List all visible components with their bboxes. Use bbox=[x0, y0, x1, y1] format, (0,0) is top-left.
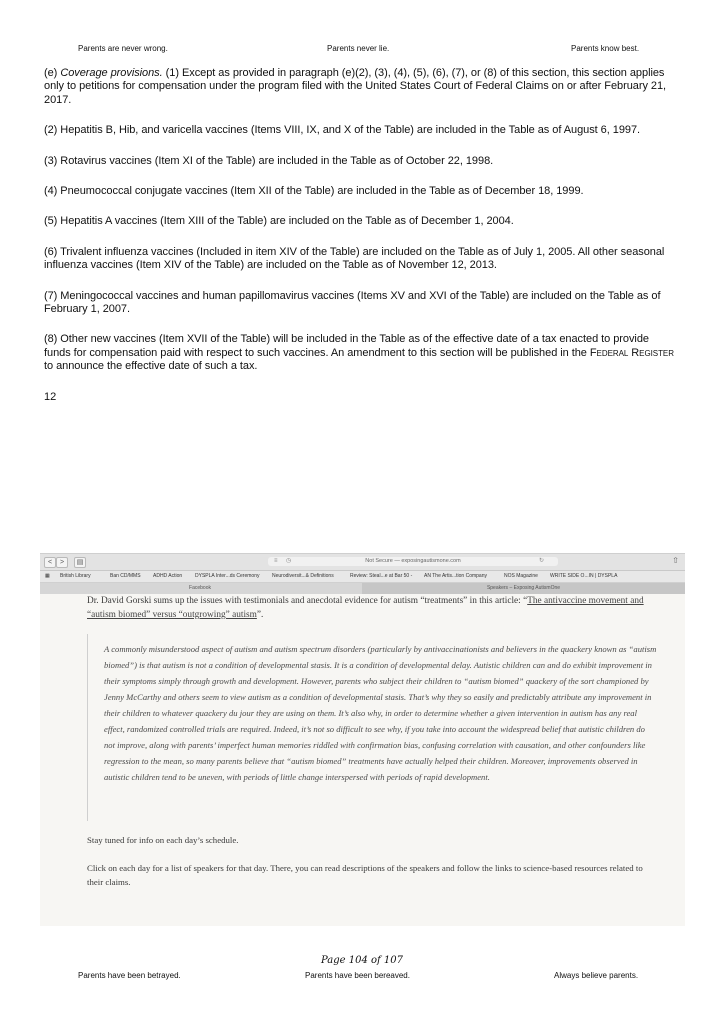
regulation-text bbox=[44, 67, 676, 421]
tab-speakers[interactable]: Speakers – Exposing AutismOne bbox=[362, 583, 685, 594]
bookmark-item[interactable]: ADHD Action bbox=[153, 573, 183, 579]
bookmark-item[interactable]: British Library bbox=[60, 573, 91, 579]
coverage-provisions-heading: Coverage provisions. bbox=[60, 67, 163, 79]
header-right: Parents know best. bbox=[571, 44, 640, 53]
browser-toolbar bbox=[40, 554, 685, 571]
browser-tabs bbox=[40, 583, 685, 594]
article-link[interactable]: The antivaccine movement and “autism biomed” versus “outgrowing” autism bbox=[87, 596, 644, 620]
paragraph-5: (5) Hepatitis A vaccines (Item XIII of the Table) are included on the Table as of December 1, 2004. bbox=[44, 215, 514, 228]
embedded-browser-screenshot bbox=[40, 553, 685, 926]
bookmark-item[interactable]: NOS Magazine bbox=[504, 573, 538, 579]
paragraph-7: (7) Meningococcal vaccines and human papillomavirus vaccines (Items XV and XVI of the Table) are included on the Table as of February 1, 2007. bbox=[44, 289, 661, 316]
header-center: Parents never lie. bbox=[327, 44, 390, 53]
footnote-number: 12 bbox=[44, 390, 57, 403]
web-page-content bbox=[87, 594, 657, 889]
info-icon: ◷ bbox=[286, 558, 292, 564]
paragraph-6: (6) Trivalent influenza vaccines (Included in item XIV of the Table) are included on the Table as of July 1, 2005. All other seasonal influenza vaccines (Item XIV of the Table) are included on the Table as of November 12, 2013. bbox=[44, 245, 665, 272]
click-info-text: Click on each day for a list of speakers for that day. There, you can read descriptions of the speakers and follow the links to science-based resources related to their claims. bbox=[87, 863, 643, 887]
paragraph-2: (2) Hepatitis B, Hib, and varicella vaccines (Items VIII, IX, and X of the Table) are included in the Table as of August 6, 1997. bbox=[44, 124, 641, 137]
bookmark-item[interactable]: WRITE SIDE O...IN | DYSPLA bbox=[550, 573, 618, 579]
share-icon[interactable]: ⇧ bbox=[672, 556, 679, 565]
bookmark-item[interactable]: Review: Steal...e at Bar 50 - bbox=[350, 573, 413, 579]
url-text: Not Secure — exposingautismone.com bbox=[365, 558, 461, 564]
bookmark-item[interactable]: Ban CD/MMS bbox=[110, 573, 141, 579]
bookmark-item[interactable]: AN The Artis...tion Company bbox=[424, 573, 487, 579]
stay-tuned-text: Stay tuned for info on each day’s schedule. bbox=[87, 835, 239, 845]
forward-button[interactable]: > bbox=[56, 557, 68, 568]
footer-right: Always believe parents. bbox=[554, 971, 639, 980]
paragraph-8: (8) Other new vaccines (Item XVII of the Table) will be included in the Table as of the effective date of a tax enacted to provide funds for compensation paid with respect to such vaccines. An amendment to this section will be published in the Federal Register to announce the effective date of such a tax. bbox=[44, 333, 674, 373]
paragraph-3: (3) Rotavirus vaccines (Item XI of the Table) are included in the Table as of October 22, 1998. bbox=[44, 154, 494, 167]
bookmark-item[interactable]: DYSPLA Inter...ds Ceremony bbox=[195, 573, 260, 579]
grid-icon[interactable]: ▦ bbox=[45, 573, 50, 579]
footer-left: Parents have been betrayed. bbox=[78, 971, 181, 980]
address-bar[interactable] bbox=[268, 557, 558, 566]
bookmarks-bar bbox=[40, 571, 685, 583]
reader-icon: ≡ bbox=[274, 558, 278, 564]
reload-icon[interactable]: ↻ bbox=[538, 558, 544, 564]
footer-center: Parents have been bereaved. bbox=[305, 971, 410, 980]
tab-facebook[interactable]: Facebook bbox=[189, 585, 211, 591]
federal-register: Federal Register bbox=[589, 346, 674, 359]
back-button[interactable]: < bbox=[44, 557, 56, 568]
header-left: Parents are never wrong. bbox=[78, 44, 168, 53]
intro-paragraph: Dr. David Gorski sums up the issues with testimonials and anecdotal evidence for autism “treatments” in this article: “The antivaccine movement and “autism biomed” versus “outgrowing” autism”. bbox=[87, 596, 644, 620]
sidebar-icon[interactable]: ▤ bbox=[74, 557, 86, 568]
paragraph-4: (4) Pneumococcal conjugate vaccines (Item XII of the Table) are included in the Table as of December 18, 1999. bbox=[44, 185, 584, 198]
page-number: Page 104 of 107 bbox=[321, 955, 403, 966]
bookmark-item[interactable]: Neurodiversit...& Definitions bbox=[272, 573, 334, 579]
gorski-quote: A commonly misunderstood aspect of autism and autism spectrum disorders (particularly by antivaccinationists and believers in the quackery known as “autism biomed”) is that autism is not a condition of developmental stasis. It is a condition of developmental delay. Autistic children can and do exhibit improvement in their symptoms simply through growth and development. However, parents who subject their children to “autism biomed” quackery of the sort championed by Jenny McCarthy and others seem to view autism as a condition of developmental stasis. That’s why they so easily and predictably attribute any improvement in their children to whatever quackery du jour they are using on them. It’s also why, in order to determine whether a given intervention in autism has any real effect, randomized controlled trials are required. Indeed, it’s not so difficult to see why, if you take into account the widespread belief that autistic children do not improve, along with parents’ imperfect human memories riddled with confirmation bias, confusing correlation with causation, and other confounders like regression to the mean, so many parents believe that “autism biomed” treatments have actually helped their children. Moreover, improvements observed in autistic children tend to be uneven, with periods of little change interspersed with periods of rapid development. bbox=[87, 634, 657, 821]
paragraph-e: (e) Coverage provisions. (1) Except as provided in paragraph (e)(2), (3), (4), (5), (6), (7), or (8) of this section, this section applies only to petitions for compensation under the program filed with the United States Court of Federal Claims on or after February 21, 2017. bbox=[44, 67, 667, 106]
